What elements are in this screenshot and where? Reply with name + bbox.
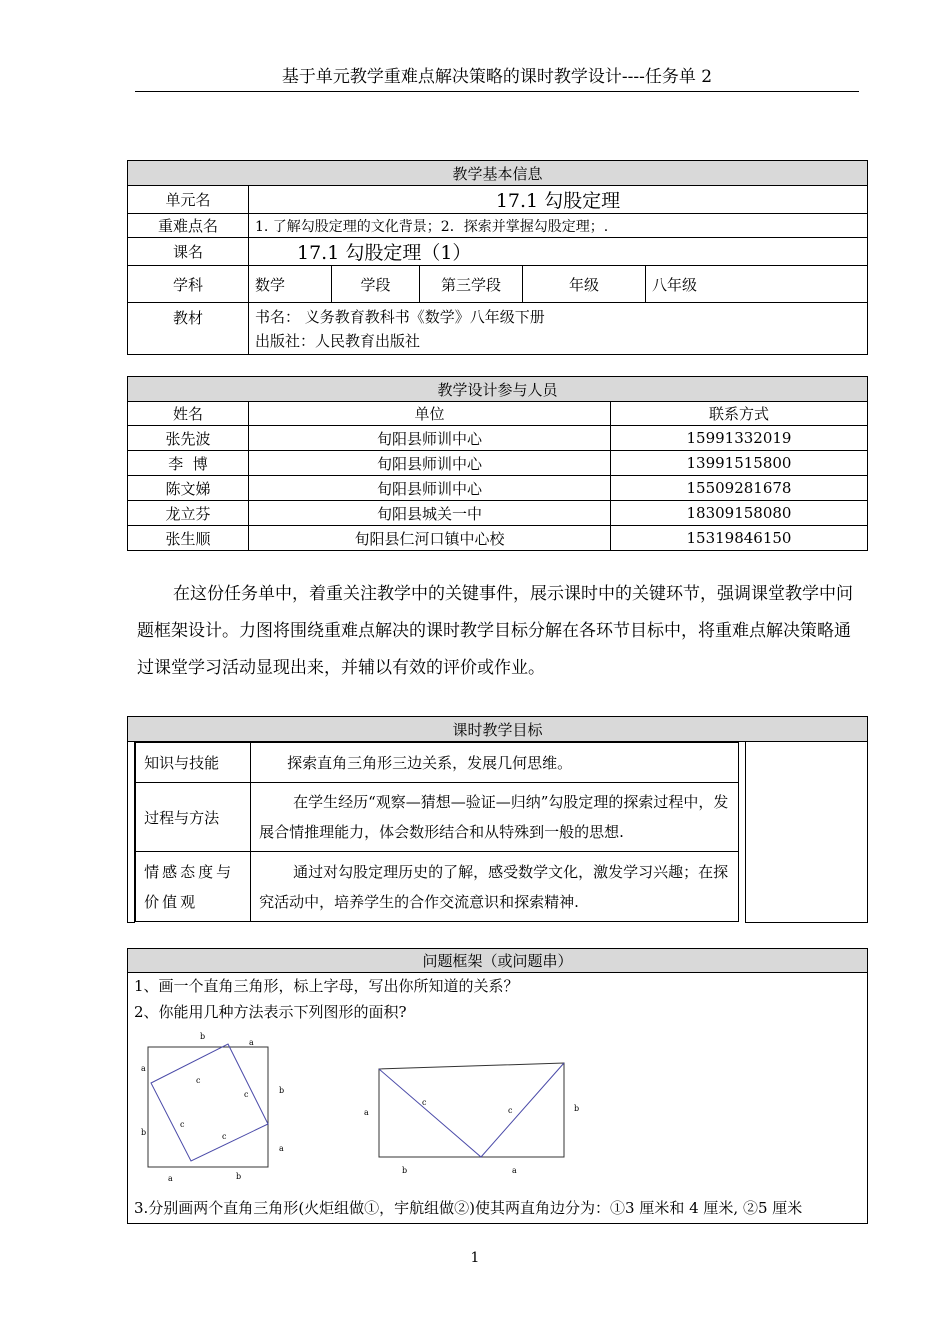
participant-unit: 旬阳县仁河口镇中心校 [249, 526, 611, 551]
label-c: c [508, 1106, 513, 1115]
label-c: c [422, 1098, 427, 1107]
questions-title: 问题框架（或问题串） [128, 949, 868, 973]
participant-unit: 旬阳县师训中心 [249, 426, 611, 451]
participant-phone: 15991332019 [611, 426, 868, 451]
key-label: 重难点名 [128, 214, 249, 238]
label-b: b [574, 1104, 580, 1113]
label-a: a [249, 1038, 254, 1047]
objective-label: 过程与方法 [136, 783, 251, 852]
label-c: c [244, 1090, 249, 1099]
objective-label: 情感态度与价值观 [136, 852, 251, 922]
question-2: 2、你能用几种方法表示下列图形的面积? [134, 1003, 407, 1021]
outer-square [148, 1047, 268, 1167]
participants-table [127, 376, 868, 551]
label-b: b [236, 1172, 242, 1181]
participant-phone: 18309158080 [611, 501, 868, 526]
stage-value: 第三学段 [420, 266, 523, 303]
participant-name: 张生顺 [128, 526, 249, 551]
area-figures [134, 1027, 584, 1183]
grade-value: 八年级 [646, 266, 868, 303]
participant-unit: 旬阳县师训中心 [249, 476, 611, 501]
objectives-inner [135, 742, 739, 922]
col-name-header: 姓名 [128, 402, 249, 426]
question-1: 1、画一个直角三角形，标上字母，写出你所知道的关系？ [134, 977, 519, 995]
table-row [128, 526, 868, 551]
participant-name: 陈文娣 [128, 476, 249, 501]
objectives-title: 课时教学目标 [128, 717, 868, 742]
label-b: b [141, 1128, 147, 1137]
table-row [128, 451, 868, 476]
label-a: a [168, 1174, 173, 1183]
participant-phone: 15509281678 [611, 476, 868, 501]
label-b: b [402, 1166, 408, 1175]
objective-text: 在学生经历“观察—猜想—验证—归纳”勾股定理的探索过程中，发展合情推理能力，体会数形结合和从特殊到一般的思想. [251, 783, 739, 852]
participant-phone: 15319846150 [611, 526, 868, 551]
table-row [128, 476, 868, 501]
label-c: c [196, 1076, 201, 1085]
unit-label: 单元名 [128, 186, 249, 214]
subject-label: 学科 [128, 266, 249, 303]
participant-name: 龙立芬 [128, 501, 249, 526]
inner-square [151, 1044, 268, 1161]
key-value: 1. 了解勾股定理的文化背景；2．探索并掌握勾股定理；. [249, 214, 868, 238]
participants-title: 教学设计参与人员 [128, 377, 868, 402]
questions-table [127, 948, 868, 1224]
label-b: b [279, 1086, 285, 1095]
label-c: c [180, 1120, 185, 1129]
lesson-value: 17.1 勾股定理（1） [249, 238, 868, 266]
col-contact-header: 联系方式 [611, 402, 868, 426]
label-c: c [222, 1132, 227, 1141]
textbook-name: 书名： 义务教育教科书《数学》八年级下册 [255, 307, 545, 326]
label-b: b [200, 1032, 206, 1041]
participant-name: 李 博 [128, 451, 249, 476]
label-a: a [364, 1108, 369, 1117]
participant-unit: 旬阳县城关一中 [249, 501, 611, 526]
basic-info-table [127, 160, 868, 355]
basic-info-title: 教学基本信息 [128, 161, 868, 186]
objectives-table [127, 716, 868, 923]
trapezoid-diagonals [379, 1063, 564, 1157]
page-header: 基于单元教学重难点解决策略的课时教学设计----任务单 2 [135, 66, 859, 92]
page-number: 1 [470, 1250, 480, 1266]
textbook-label: 教材 [128, 303, 249, 355]
textbook-publisher: 出版社：人民教育出版社 [255, 331, 421, 350]
lesson-label: 课名 [128, 238, 249, 266]
participant-name: 张先波 [128, 426, 249, 451]
grade-label: 年级 [523, 266, 646, 303]
label-a: a [279, 1144, 284, 1153]
intro-paragraph: 在这份任务单中，着重关注教学中的关键事件，展示课时中的关键环节，强调课堂教学中问题框架设计。力图将围绕重难点解决的课时教学目标分解在各环节目标中，将重难点解决策略通过课堂学习活动显现出来，并辅以有效的评价或作业。 [137, 584, 853, 678]
stage-label: 学段 [332, 266, 420, 303]
label-a: a [141, 1064, 146, 1073]
label-a: a [512, 1166, 517, 1175]
participant-phone: 13991515800 [611, 451, 868, 476]
unit-value: 17.1 勾股定理 [249, 186, 868, 214]
subject-value: 数学 [249, 266, 332, 303]
table-row [128, 501, 868, 526]
objective-text: 探索直角三角形三边关系，发展几何思维。 [251, 743, 739, 783]
participant-unit: 旬阳县师训中心 [249, 451, 611, 476]
trapezoid [379, 1063, 564, 1157]
objective-text: 通过对勾股定理历史的了解，感受数学文化，激发学习兴趣；在探究活动中，培养学生的合作交流意识和探索精神. [251, 852, 739, 922]
table-row [128, 426, 868, 451]
objective-label: 知识与技能 [136, 743, 251, 783]
col-unit-header: 单位 [249, 402, 611, 426]
question-3: 3.分别画两个直角三角形(火炬组做①，宇航组做②)使其两直角边分为：①3 厘米和 4 厘米, ②5 厘米 [134, 1199, 803, 1217]
